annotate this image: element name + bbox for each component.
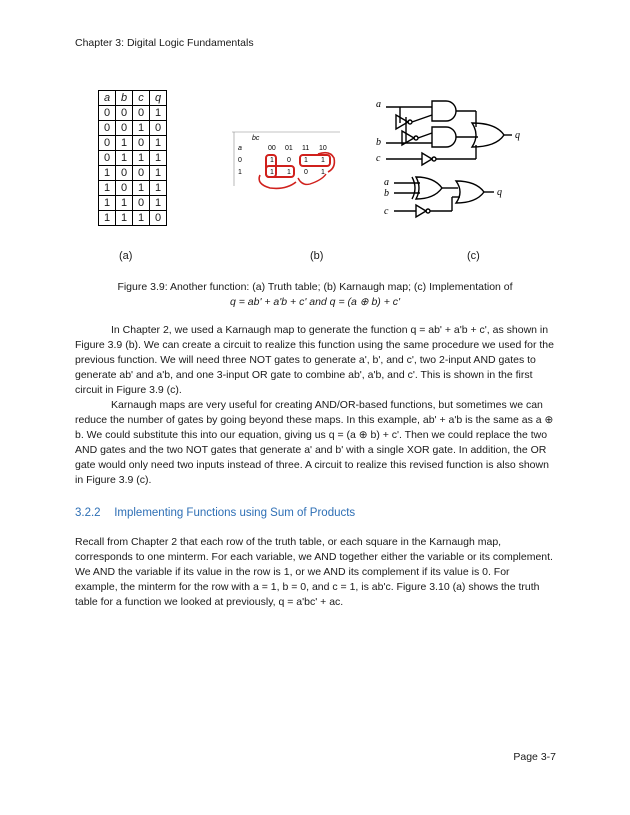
kmap-cell: 1 [321,169,325,176]
karnaugh-map [230,128,340,192]
truth-table-cell: 1 [116,196,133,211]
truth-table-cell: 0 [133,196,150,211]
section-number: 3.2.2 [75,507,101,519]
truth-table-cell: 0 [116,166,133,181]
caption-line: Figure 3.9: Another function: (a) Truth table; (b) Karnaugh map; (c) Implementation of [117,281,513,293]
circuit-label-c: c [384,206,389,217]
truth-table-cell: 1 [99,211,116,226]
caption-equation: q = ab' + a'b + c' and q = (a ⊕ b) + c' [229,296,401,308]
truth-table [98,90,167,226]
truth-table-cell: 0 [99,136,116,151]
kmap-cell: 0 [304,169,308,176]
not-gate [422,153,432,165]
circuit-label-a: a [376,99,381,110]
truth-table-cell: 1 [150,106,167,121]
circuit-label-q: q [515,130,520,141]
not-gate [416,205,426,217]
figure-label-a: (a) [119,250,133,262]
kmap-corner-a: a [238,145,242,152]
truth-table-cell: 1 [99,196,116,211]
truth-table-cell: 1 [150,151,167,166]
circuit-label-b: b [376,137,381,148]
truth-table-row [99,166,167,181]
truth-table-cell: 1 [133,211,150,226]
truth-table-cell: 1 [133,151,150,166]
kmap-row-header: 1 [238,169,242,176]
truth-table-cell: 0 [133,136,150,151]
truth-table-cell: 1 [150,166,167,181]
not-gate-bubble [414,136,418,140]
not-gate-bubble [432,157,436,161]
truth-table-cell: 0 [99,121,116,136]
and-gate [432,127,456,147]
xor-gate [416,177,442,199]
truth-table-row [99,211,167,226]
truth-table-row [99,106,167,121]
or-gate [472,123,504,147]
body-text [75,535,555,610]
kmap-col-header: 00 [268,145,276,152]
and-gate [432,101,456,121]
circuit-label-a: a [384,177,389,188]
kmap-col-header: 11 [302,145,310,152]
kmap-cell: 1 [304,157,308,164]
xor-gate-back [412,177,415,199]
body-text [75,323,555,488]
truth-table-cell: 0 [150,211,167,226]
truth-table-cell: 0 [150,121,167,136]
truth-table-cell: 1 [133,121,150,136]
truth-table-col-header: b [116,91,133,106]
section-heading [75,507,355,519]
truth-table-row [99,121,167,136]
truth-table-row [99,196,167,211]
paragraph: Recall from Chapter 2 that each row of the truth table, or each square in the Karnaugh map, corresponds to one minterm. For each variable, we AND together either the variable or its complement. We AND the variable if its value in the row is 1, or we AND its complement if its value is 0. For example, the minterm for the row with a = 1, b = 0, and c = 1, is ab'c. Figure 3.10 (a) shows the truth table for a function we looked at previously, q = a'bc' + ac. [75,536,553,608]
kmap-col-header: 01 [285,145,293,152]
truth-table-cell: 0 [99,151,116,166]
paragraph: In Chapter 2, we used a Karnaugh map to generate the function q = ab' + a'b + c', as shown in Figure 3.9 (b). We can create a circuit to realize this function using the same procedure we used for the previous function. We will need three NOT gates to generate a', b', and c', two 2-input AND gates to generate ab' and a'b, and one 3-input OR gate to combine ab', a'b, and c'. This is shown in the first circuit in Figure 3.9 (c). [75,324,554,396]
kmap-corner-bc: bc [252,135,260,142]
truth-table-row [99,136,167,151]
truth-table-col-header: c [133,91,150,106]
truth-table-col-header: q [150,91,167,106]
truth-table-cell: 1 [150,136,167,151]
truth-table-cell: 0 [133,106,150,121]
truth-table-row [99,181,167,196]
or-gate [456,181,484,203]
truth-table-cell: 1 [99,166,116,181]
page-footer: Page 3-7 [513,751,556,763]
truth-table-cell: 0 [116,181,133,196]
circuit-label-c: c [376,153,381,164]
truth-table-cell: 0 [99,106,116,121]
truth-table-cell: 1 [116,151,133,166]
kmap-row-header: 0 [238,157,242,164]
truth-table-cell: 1 [99,181,116,196]
truth-table-col-header: a [99,91,116,106]
paragraph: Karnaugh maps are very useful for creating AND/OR-based functions, but sometimes we can reduce the number of gates by going beyond these maps. In this example, ab' + a'b is the same as a ⊕ b. We could substitute this into our equation, giving us q = (a ⊕ b) + c'. Then we could replace the two AND gates and the two NOT gates that generate a' and b' with a single XOR gate. In addition, the OR gate would only need two inputs instead of three. A circuit to realize this revised function is also shown in Figure 3.9 (c). [75,399,554,486]
not-gate-bubble [426,209,430,213]
figure-label-b: (b) [310,250,324,262]
kmap-cell: 1 [321,157,325,164]
circuit-label-b: b [384,188,389,199]
truth-table-cell: 0 [116,106,133,121]
kmap-col-header: 10 [319,145,327,152]
truth-table-cell: 1 [116,211,133,226]
truth-table-header-row [99,91,167,106]
figure-caption [75,280,555,310]
truth-table-cell: 1 [150,181,167,196]
kmap-cell: 0 [287,157,291,164]
truth-table-cell: 1 [116,136,133,151]
truth-table-cell: 0 [116,121,133,136]
truth-table-cell: 1 [150,196,167,211]
figure-label-c: (c) [467,250,480,262]
truth-table-cell: 0 [133,166,150,181]
circuit-label-q: q [497,187,502,198]
section-title: Implementing Functions using Sum of Products [114,507,356,519]
page-header: Chapter 3: Digital Logic Fundamentals [75,37,254,49]
truth-table-cell: 1 [133,181,150,196]
kmap-cell: 1 [270,169,274,176]
logic-circuits [372,93,542,233]
not-gate-bubble [408,120,412,124]
kmap-cell: 1 [270,157,274,164]
truth-table-row [99,151,167,166]
kmap-cell: 1 [287,169,291,176]
